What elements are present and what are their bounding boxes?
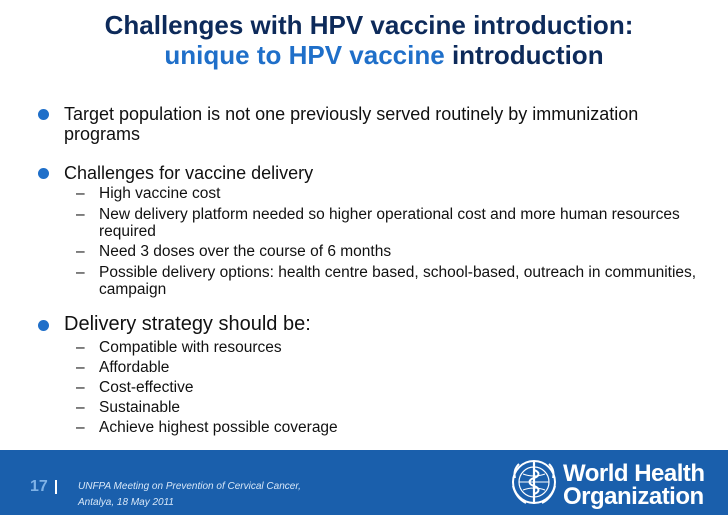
bullet-line: Target population is not one previously served routinely by immunization xyxy=(64,104,639,124)
dash-icon: – xyxy=(76,185,85,202)
sub-bullet-text: Affordable xyxy=(99,359,170,376)
bullet-delivery-strategy: Delivery strategy should be: xyxy=(64,313,311,335)
sub-bullet-affordable xyxy=(76,359,169,376)
sub-bullet-text: Cost-effective xyxy=(99,379,194,396)
meeting-line-2: Antalya, 18 May 2011 xyxy=(78,497,174,508)
sub-bullet-text: New delivery platform needed so higher operational cost and more human resources xyxy=(99,206,680,223)
sub-bullet-text: Compatible with resources xyxy=(99,339,282,356)
title-colon: : xyxy=(624,10,634,40)
sub-bullet-text: Possible delivery options: health centre based, school-based, outreach in communities, xyxy=(99,264,697,281)
sub-bullet-cost-effective xyxy=(76,379,193,396)
dash-icon: – xyxy=(76,206,85,223)
org-name-line-1: World Health xyxy=(563,460,705,487)
bullet-icon xyxy=(38,168,49,179)
meeting-line-1: UNFPA Meeting on Prevention of Cervical Cancer, xyxy=(78,481,301,492)
org-name-line-2: Organization xyxy=(563,483,704,510)
dash-icon: – xyxy=(76,243,85,260)
dash-icon: – xyxy=(76,379,85,396)
bullet-icon xyxy=(38,320,49,331)
sub-bullet-text: campaign xyxy=(99,281,167,298)
sub-bullet-delivery-platform xyxy=(76,206,680,240)
bullet-challenges-delivery: Challenges for vaccine delivery xyxy=(64,163,314,183)
sub-bullet-vaccine-cost xyxy=(76,185,220,202)
sub-bullet-sustainable xyxy=(76,399,180,416)
sub-bullet-text: High vaccine cost xyxy=(99,185,221,202)
footer-separator xyxy=(55,480,57,494)
bullet-target-population xyxy=(64,104,638,144)
dash-icon: – xyxy=(76,399,85,416)
sub-bullet-delivery-options xyxy=(76,264,696,298)
title-part-2: introduction xyxy=(444,40,604,70)
sub-bullet-text: Achieve highest possible coverage xyxy=(99,419,338,436)
dash-icon: – xyxy=(76,359,85,376)
dash-icon: – xyxy=(76,264,85,281)
sub-bullet-text: Need 3 doses over the course of 6 months xyxy=(99,243,392,260)
sub-bullet-coverage xyxy=(76,419,338,436)
sub-bullet-text: Sustainable xyxy=(99,399,181,416)
title-part-1: Challenges with HPV vaccine introduction xyxy=(104,10,625,40)
bullet-line: programs xyxy=(64,124,141,144)
title-highlight: unique to HPV vaccine xyxy=(164,40,445,70)
bullet-icon xyxy=(38,109,49,120)
dash-icon: – xyxy=(76,419,85,436)
sub-bullet-compatible xyxy=(76,339,282,356)
footer-bar xyxy=(0,450,728,515)
slide-number: 17 xyxy=(30,478,48,495)
sub-bullet-three-doses xyxy=(76,243,391,260)
who-emblem-icon xyxy=(508,456,560,508)
sub-bullet-text: required xyxy=(99,223,156,240)
dash-icon: – xyxy=(76,339,85,356)
